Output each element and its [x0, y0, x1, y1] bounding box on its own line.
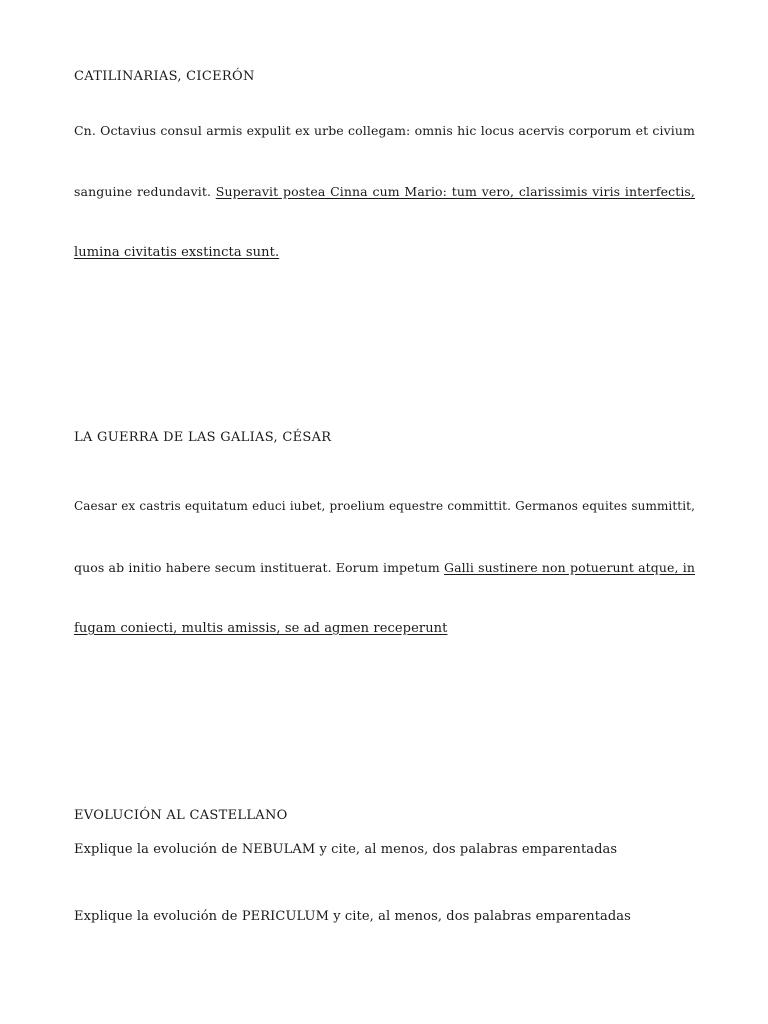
underlined-passage-text: Superavit postea Cinna cum Mario: tum vero, clarissimis viris interfectis, — [215, 184, 696, 199]
passage-guerra-galias — [74, 476, 695, 659]
passage-line — [74, 161, 695, 222]
underlined-passage-text: fugam coniecti, multis amissis, se ad agmen receperunt — [74, 621, 448, 636]
question-periculum: Explique la evolución de PERICULUM y cite, al menos, dos palabras emparentadas — [74, 909, 631, 924]
section-heading-guerra-galias: LA GUERRA DE LAS GALIAS, CÉSAR — [74, 430, 332, 445]
passage-catilinarias — [74, 100, 695, 283]
passage-text: sanguine redundavit. — [74, 184, 216, 199]
passage-text: Caesar ex castris equitatum educi iubet, proelium equestre committit. Germanos equites summittit, — [74, 499, 695, 513]
section-heading-evolucion: EVOLUCIÓN AL CASTELLANO — [74, 808, 288, 823]
question-nebulam: Explique la evolución de NEBULAM y cite, al menos, dos palabras emparentadas — [74, 842, 618, 857]
underlined-passage-text: Galli sustinere non potuerunt atque, in — [444, 560, 696, 575]
passage-line — [74, 537, 695, 598]
passage-text: quos ab initio habere secum instituerat. Eorum impetum — [74, 560, 445, 575]
passage-line — [74, 598, 695, 659]
passage-line — [74, 476, 695, 537]
passage-line — [74, 100, 695, 161]
section-heading-catilinarias: CATILINARIAS, CICERÓN — [74, 69, 255, 84]
underlined-passage-text: lumina civitatis exstincta sunt. — [74, 245, 280, 260]
passage-text: Cn. Octavius consul armis expulit ex urbe collegam: omnis hic locus acervis corporum et civium — [74, 123, 695, 138]
passage-line — [74, 222, 695, 283]
